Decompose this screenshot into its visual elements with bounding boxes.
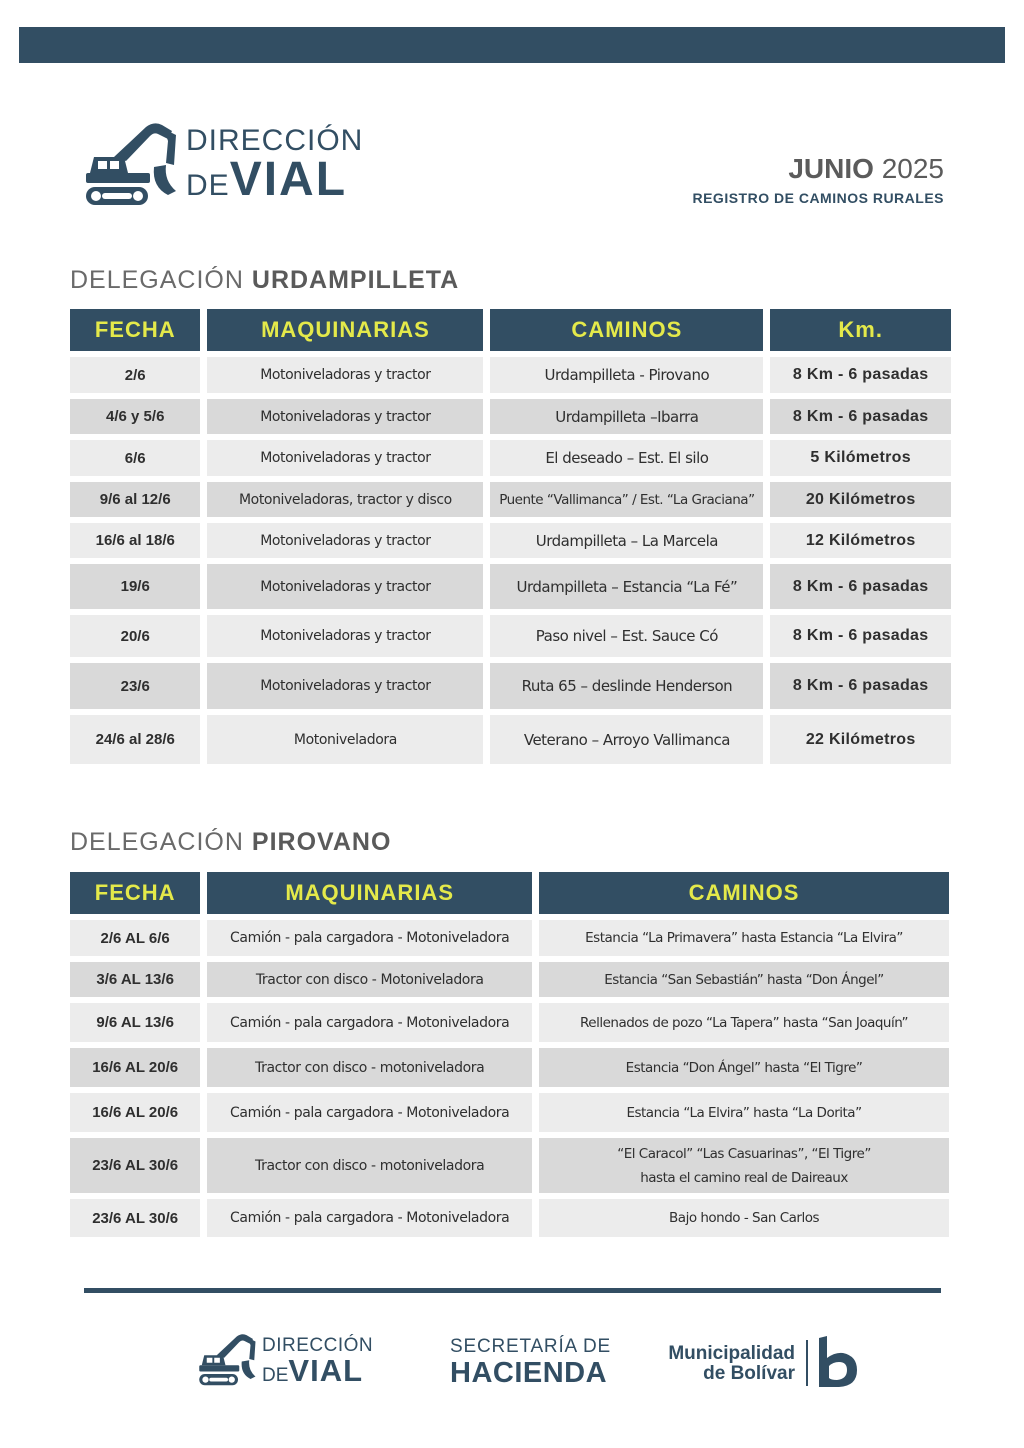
cell-km: 5 Kilómetros [770,440,951,476]
cell-caminos: Estancia “San Sebastián” hasta “Don Ángel” [539,962,949,997]
cell-fecha: 2/6 [70,357,200,393]
table-header-row [70,872,949,914]
cell-fecha: 16/6 AL 20/6 [70,1048,200,1087]
report-period [692,152,944,186]
table-row [70,1138,949,1193]
cell-fecha: 4/6 y 5/6 [70,399,200,434]
cell-maquinarias: Motoniveladoras y tractor [207,564,483,609]
cell-km: 12 Kilómetros [770,523,951,558]
footer-vial-line1: DIRECCIÓN [262,1335,374,1356]
logo-wordmark [186,125,363,214]
cell-caminos: Estancia “La Elvira” hasta “La Dorita” [539,1093,949,1132]
report-month: JUNIO [788,153,874,184]
cell-fecha: 9/6 AL 13/6 [70,1003,200,1042]
cell-caminos: Puente “Vallimanca” / Est. “La Graciana” [490,482,763,517]
cell-fecha: 24/6 al 28/6 [70,715,200,764]
cell-fecha: 23/6 [70,663,200,709]
cell-caminos: Rellenados de pozo “La Tapera” hasta “San Joaquín” [539,1003,949,1042]
excavator-icon [198,1330,258,1388]
cell-fecha: 16/6 AL 20/6 [70,1093,200,1132]
cell-fecha: 3/6 AL 13/6 [70,962,200,997]
cell-maquinarias: Motoniveladoras y tractor [207,357,483,393]
table-row [70,523,951,558]
column-header: MAQUINARIAS [207,309,483,351]
report-year: 2025 [881,153,944,184]
municipalidad-line1: Municipalidad [668,1343,795,1364]
secretaria-hacienda-logo [450,1336,611,1388]
table-row [70,1199,949,1237]
footer-vial-wordmark [262,1336,373,1392]
cell-maquinarias: Motoniveladoras, tractor y disco [207,482,483,517]
logo-de: DE [186,169,230,202]
cell-km: 8 Km - 6 pasadas [770,663,951,709]
cell-caminos [539,1138,949,1193]
footer-vial-de: DE [262,1365,289,1386]
column-header: CAMINOS [539,872,949,914]
table-header-row [70,309,951,351]
column-header: Km. [770,309,951,351]
municipalidad-separator [806,1340,808,1386]
cell-fecha: 6/6 [70,440,200,476]
section-title-bold: URDAMPILLETA [251,266,460,294]
cell-km: 20 Kilómetros [770,482,951,517]
cell-maquinarias: Camión - pala cargadora - Motoniveladora [207,1093,532,1132]
pirovano-table [63,866,956,1243]
footer-vial-line2 [262,1353,373,1392]
cell-maquinarias: Camión - pala cargadora - Motoniveladora [207,1003,532,1042]
cell-caminos: Urdampilleta - Pirovano [490,357,763,393]
cell-maquinarias: Motoniveladora [207,715,483,764]
table-row [70,1093,949,1132]
cell-maquinarias: Camión - pala cargadora - Motoniveladora [207,920,532,956]
cell-fecha: 16/6 al 18/6 [70,523,200,558]
cell-caminos-line1: “El Caracol” “Las Casuarinas”, “El Tigre” [617,1145,871,1162]
cell-fecha: 9/6 al 12/6 [70,482,200,517]
table-row [70,357,951,393]
cell-km: 8 Km - 6 pasadas [770,357,951,393]
cell-fecha: 20/6 [70,615,200,657]
cell-caminos: Bajo hondo - San Carlos [539,1199,949,1237]
cell-km: 8 Km - 6 pasadas [770,399,951,434]
footer-direccion-vial-logo [198,1330,398,1390]
cell-caminos-line2: hasta el camino real de Daireaux [640,1169,848,1186]
municipalidad-line2: de Bolívar [703,1363,795,1384]
cell-maquinarias: Camión - pala cargadora - Motoniveladora [207,1199,532,1237]
section-title-bold: PIROVANO [251,828,392,856]
table-row [70,715,951,764]
table-row [70,962,949,997]
cell-fecha: 19/6 [70,564,200,609]
table-row [70,440,951,476]
cell-caminos: Paso nivel – Est. Sauce Có [490,615,763,657]
column-header: FECHA [70,309,200,351]
table-row [70,663,951,709]
cell-caminos: Estancia “Don Ángel” hasta “El Tigre” [539,1048,949,1087]
cell-maquinarias: Tractor con disco - motoniveladora [207,1138,532,1193]
hacienda-line2: HACIENDA [450,1357,608,1389]
section-title-pirovano [70,828,391,857]
logo-vial: VIAL [229,153,348,206]
bolivar-b-icon [815,1336,859,1388]
logo-line2 [186,153,363,214]
urdampilleta-table [63,303,958,770]
cell-maquinarias: Motoniveladoras y tractor [207,615,483,657]
cell-maquinarias: Tractor con disco - motoniveladora [207,1048,532,1087]
table-row [70,1003,949,1042]
table-row [70,482,951,517]
cell-maquinarias: Motoniveladoras y tractor [207,523,483,558]
cell-maquinarias: Motoniveladoras y tractor [207,440,483,476]
footer-divider [84,1288,941,1293]
cell-caminos: Ruta 65 – deslinde Henderson [490,663,763,709]
cell-caminos: Urdampilleta – Estancia “La Fé” [490,564,763,609]
direccion-vial-logo [84,115,384,215]
column-header: FECHA [70,872,200,914]
table-row [70,564,951,609]
cell-maquinarias: Motoniveladoras y tractor [207,663,483,709]
cell-caminos: El deseado – Est. El silo [490,440,763,476]
excavator-icon [84,117,180,209]
cell-fecha: 23/6 AL 30/6 [70,1138,200,1193]
table-row [70,399,951,434]
cell-caminos: Urdampilleta – La Marcela [490,523,763,558]
cell-caminos: Urdampilleta –Ibarra [490,399,763,434]
cell-caminos: Estancia “La Primavera” hasta Estancia “La Elvira” [539,920,949,956]
logo-line1: DIRECCIÓN [186,124,364,157]
cell-km: 22 Kilómetros [770,715,951,764]
cell-caminos: Veterano – Arroyo Vallimanca [490,715,763,764]
cell-fecha: 23/6 AL 30/6 [70,1199,200,1237]
section-title-light: DELEGACIÓN [70,828,244,856]
top-banner-bar [19,27,1005,63]
cell-maquinarias: Tractor con disco - Motoniveladora [207,962,532,997]
table-row [70,920,949,956]
municipalidad-wordmark [668,1344,795,1384]
cell-km: 8 Km - 6 pasadas [770,564,951,609]
report-subtitle: REGISTRO DE CAMINOS RURALES [692,190,944,206]
hacienda-line1: SECRETARÍA DE [450,1336,612,1357]
municipalidad-bolivar-logo [655,1332,875,1392]
table-row [70,615,951,657]
table-row [70,1048,949,1087]
column-header: MAQUINARIAS [207,872,532,914]
footer-vial-vial: VIAL [288,1353,364,1388]
column-header: CAMINOS [490,309,763,351]
section-title-urdampilleta [70,266,459,295]
section-title-light: DELEGACIÓN [70,266,244,294]
cell-fecha: 2/6 AL 6/6 [70,920,200,956]
cell-km: 8 Km - 6 pasadas [770,615,951,657]
cell-maquinarias: Motoniveladoras y tractor [207,399,483,434]
report-heading [692,152,944,206]
